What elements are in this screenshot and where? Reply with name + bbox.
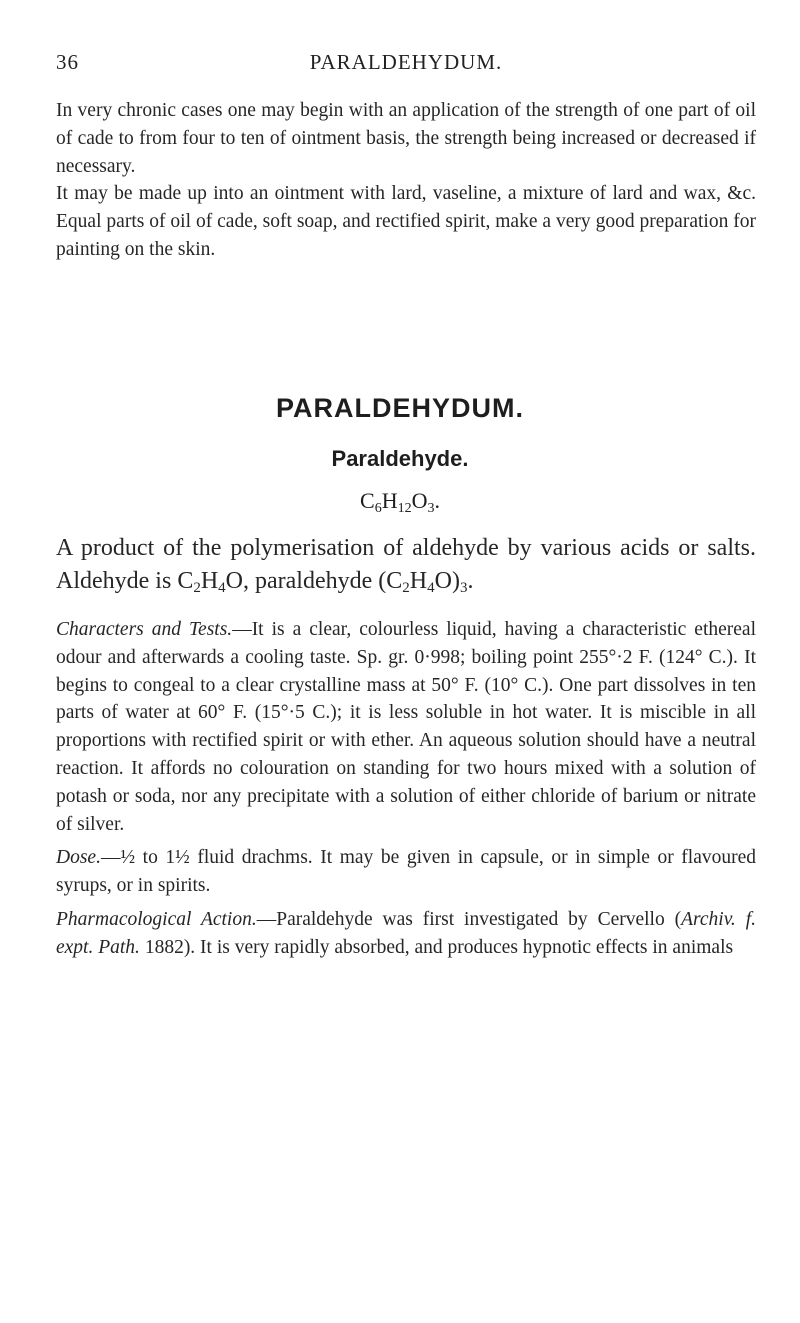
product-sub-3: 2 [402,580,410,596]
section-subheading: Paraldehyde. [331,446,469,471]
running-head-title: PARALDEHYDUM. [309,50,503,74]
formula-h-sub: 12 [397,501,412,516]
formula-o: O [411,488,428,513]
intro-section [56,97,756,264]
intro-paragraph-1: In very chronic cases one may begin with an application of the strength of one part of oil of cade to from four to ten of ointment basis, the strength being increased or decreased if necessary. [56,100,756,177]
details-section [56,608,756,962]
product-text-c: O, paraldehyde (C [225,568,403,594]
characters-label: Characters and Tests. [56,619,233,640]
product-text-b: H [200,568,219,594]
running-head [56,50,756,80]
product-sub-2: 4 [218,580,226,596]
dose-paragraph [56,844,756,900]
dose-text-b: fluid drachms. It may be given in capsule, or in simple or flavoured syrups, or in spirits. [56,847,757,897]
formula-h: H [381,488,398,513]
pharmacology-label: Pharmacological Action. [56,908,257,930]
dose-text-a: to 1 [135,847,176,869]
product-sub-1: 2 [193,580,201,596]
characters-text: —It is a clear, colourless liquid, having a characteristic ethereal odour and afterwards a cooling taste. Sp. gr. 0·998; boiling point 255°·2 F. (124° C.). It begins to congeal to a clear crystalline mass at 50° F. (10° C.). One part dissolves in ten parts of water at 60° F. (15°·5 C.); it is less soluble in hot water. It is miscible in all proportions with rectified spirit or with ether. An aqueous solution should have a neutral reaction. It affords no colouration on standing for two hours mixed with a solution of potash or soda, nor any precipitate with a solution of either chloride of barium or nitrate of silver. [56,619,757,835]
formula-o-sub: 3 [427,501,435,516]
formula-c-sub: 6 [374,501,382,516]
section-heading: PARALDEHYDUM. [276,393,524,423]
dose-half-2: ½ [175,847,190,869]
intro-paragraph-2: It may be made up into an ointment with lard, vaseline, a mixture of lard and wax, &c. Equal parts of oil of cade, soft soap, and rectified spirit, make a very good preparation for painting on the skin. [56,183,756,260]
product-text-e: O) [434,568,460,594]
characters-paragraph [56,616,756,838]
product-description [56,532,756,605]
pharmacology-text-a: —Paraldehyde was first investigated by Cervello ( [256,908,682,930]
chemical-formula [0,488,800,517]
pharmacology-citation: Archiv. f. expt. Path. [56,908,756,958]
dose-label: Dose. [56,847,101,869]
product-text-a: A product of the polymerisation of aldehyde by various acids or salts. Aldehyde is C [56,535,756,594]
product-text-f: . [467,568,474,594]
formula-c: C [360,488,375,513]
dose-half: ½ [120,847,136,869]
formula-end: . [434,488,440,513]
product-text-d: H [409,568,428,594]
product-paragraph [56,532,756,605]
product-sub-4: 4 [427,580,435,596]
dose-dash: — [100,847,121,869]
page-number: 36 [56,50,79,74]
pharmacology-paragraph [56,906,756,962]
pharmacology-text-b: 1882). It is very rapidly absorbed, and produces hypnotic effects in animals [139,936,734,958]
product-sub-5: 3 [459,580,468,596]
